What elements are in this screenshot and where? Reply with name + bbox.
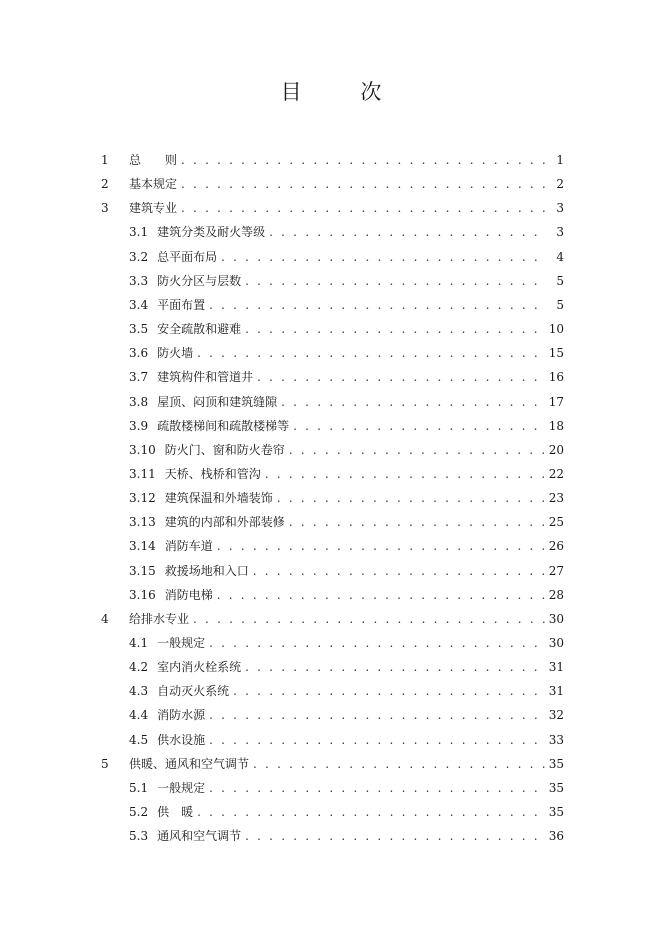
toc-entry-page-number: 28 <box>548 587 564 602</box>
toc-entry[interactable] <box>129 800 564 824</box>
toc-entry-page-number: 5 <box>556 273 564 288</box>
dot-leader <box>209 293 546 317</box>
dot-leader <box>217 583 545 607</box>
toc-entry-page-number: 17 <box>548 394 564 409</box>
toc-entry[interactable] <box>129 703 564 727</box>
dot-leader <box>181 148 546 172</box>
toc-entry-number: 3.10 <box>129 442 156 457</box>
toc-entry-page-number: 3 <box>556 225 564 240</box>
toc-entry-page-number: 20 <box>548 442 564 457</box>
toc-entry-page-number: 35 <box>548 756 564 771</box>
toc-entry-title: 天桥、栈桥和管沟 <box>164 466 261 481</box>
toc-entry[interactable] <box>129 365 564 389</box>
toc-entry[interactable] <box>129 824 564 848</box>
toc-entry-page-number: 16 <box>548 370 564 385</box>
toc-entry-number: 3.12 <box>129 491 156 506</box>
toc-entry-page-number: 32 <box>548 708 564 723</box>
toc-entry-title: 总 则 <box>129 153 178 167</box>
toc-entry[interactable] <box>129 293 564 317</box>
toc-entry[interactable] <box>129 728 564 752</box>
toc-entry[interactable] <box>129 655 564 679</box>
dot-leader <box>181 172 546 196</box>
toc-entry-page-number: 18 <box>548 418 564 433</box>
toc-entry-title: 防火门、窗和防火卷帘 <box>164 442 285 457</box>
toc-entry-title: 供 暖 <box>157 805 194 820</box>
toc-entry-page-number: 25 <box>548 515 564 530</box>
toc-entry-page-number: 35 <box>548 780 564 795</box>
toc-entry-page-number: 27 <box>548 563 564 578</box>
toc-entry-title: 一般规定 <box>157 636 206 650</box>
toc-entry[interactable] <box>129 583 564 607</box>
toc-entry[interactable] <box>129 776 564 800</box>
toc-entry[interactable] <box>129 220 564 244</box>
toc-entry-page-number: 10 <box>548 322 564 337</box>
dot-leader <box>197 341 545 365</box>
toc-entry-number: 4.5 <box>129 732 149 747</box>
toc-entry[interactable] <box>101 196 564 220</box>
toc-entry-title: 供暖、通风和空气调节 <box>129 756 250 771</box>
dot-leader <box>209 776 545 800</box>
toc-entry-page-number: 33 <box>548 732 564 747</box>
toc-entry-title: 消防水源 <box>157 708 206 723</box>
toc-entry-page-number: 36 <box>548 829 564 844</box>
toc-entry[interactable] <box>101 172 564 196</box>
toc-entry-title: 建筑保温和外墙装饰 <box>164 491 273 506</box>
toc-entry-number: 3.8 <box>129 394 149 409</box>
dot-leader <box>253 752 545 776</box>
toc-entry-title: 防火分区与层数 <box>157 273 242 288</box>
toc-entry-title: 一般规定 <box>157 780 206 795</box>
toc-entry-page-number: 31 <box>548 660 564 675</box>
toc-entry-title: 安全疏散和避难 <box>157 322 242 337</box>
toc-entry[interactable] <box>129 245 564 269</box>
dot-leader <box>209 631 545 655</box>
toc-entry-page-number: 22 <box>548 466 564 481</box>
dot-leader <box>193 607 545 631</box>
toc-entry-title: 基本规定 <box>129 177 178 192</box>
toc-entry-number: 3.4 <box>129 297 149 312</box>
dot-leader <box>293 414 545 438</box>
toc-entry[interactable] <box>129 486 564 510</box>
toc-entry-number: 3.7 <box>129 370 149 385</box>
toc-entry-number: 4.4 <box>129 708 149 723</box>
page-title: 目 次 <box>280 80 408 104</box>
toc-entry[interactable] <box>129 462 564 486</box>
dot-leader <box>265 462 545 486</box>
dot-leader <box>181 196 546 220</box>
toc-entry[interactable] <box>129 534 564 558</box>
toc-entry-title: 消防车道 <box>164 539 213 554</box>
toc-entry-page-number: 5 <box>556 297 564 312</box>
toc-entry[interactable] <box>129 341 564 365</box>
toc-entry-title: 供水设施 <box>157 732 206 747</box>
toc-entry-page-number: 15 <box>548 346 564 361</box>
toc-entry-page-number: 3 <box>556 201 564 216</box>
toc-entry-title: 室内消火栓系统 <box>157 660 242 675</box>
toc-entry-number: 4.3 <box>129 684 149 699</box>
toc-entry-title: 防火墙 <box>157 346 194 361</box>
toc-entry-number: 3.2 <box>129 249 149 264</box>
toc-entry-page-number: 2 <box>556 177 564 192</box>
toc-entry-page-number: 1 <box>556 153 564 167</box>
toc-entry-number: 1 <box>101 153 109 167</box>
dot-leader <box>289 510 545 534</box>
dot-leader <box>277 486 545 510</box>
toc-entry-number: 3.5 <box>129 322 149 337</box>
toc-entry-number: 3.14 <box>129 539 156 554</box>
toc-entry-page-number: 30 <box>548 636 564 650</box>
toc-entry-number: 4 <box>101 611 109 626</box>
toc-entry-number: 3 <box>101 201 109 216</box>
toc-entry[interactable] <box>129 414 564 438</box>
dot-leader <box>257 365 545 389</box>
toc-entry[interactable] <box>129 438 564 462</box>
toc-entry-page-number: 35 <box>548 805 564 820</box>
toc-entry-page-number: 26 <box>548 539 564 554</box>
dot-leader <box>245 655 545 679</box>
toc-entry[interactable] <box>129 317 564 341</box>
dot-leader <box>245 824 545 848</box>
toc-entry-number: 2 <box>101 177 109 192</box>
toc-entry[interactable] <box>101 752 564 776</box>
toc-entry[interactable] <box>129 269 564 293</box>
toc-entry-title: 平面布置 <box>157 297 206 312</box>
toc-entry-number: 5.3 <box>129 829 149 844</box>
toc-entry-number: 3.16 <box>129 587 156 602</box>
toc-entry-title: 通风和空气调节 <box>157 829 242 844</box>
toc-entry-title: 消防电梯 <box>164 587 213 602</box>
toc-entry-number: 4.1 <box>129 636 149 650</box>
toc-entry-title: 建筑构件和管道井 <box>157 370 254 385</box>
toc-entry-page-number: 30 <box>548 611 564 626</box>
toc-entry-number: 3.6 <box>129 346 149 361</box>
dot-leader <box>269 220 546 244</box>
toc-entry-number: 4.2 <box>129 660 149 675</box>
dot-leader <box>245 317 545 341</box>
toc-entry-title: 建筑分类及耐火等级 <box>157 225 266 240</box>
dot-leader <box>221 245 546 269</box>
toc-entry-number: 3.15 <box>129 563 156 578</box>
toc-entry-page-number: 31 <box>548 684 564 699</box>
toc-entry-number: 3.3 <box>129 273 149 288</box>
toc-entry-title: 屋顶、闷顶和建筑缝隙 <box>157 394 278 409</box>
toc-entry[interactable] <box>101 148 564 172</box>
dot-leader <box>217 534 545 558</box>
toc-entry-page-number: 4 <box>556 249 564 264</box>
toc-entry-number: 3.11 <box>129 466 156 481</box>
toc-entry[interactable] <box>129 559 564 583</box>
dot-leader <box>281 390 545 414</box>
toc-entry[interactable] <box>129 631 564 655</box>
toc-entry[interactable] <box>129 390 564 414</box>
toc-entry-title: 自动灭火系统 <box>157 684 230 699</box>
toc-entry-title: 建筑专业 <box>129 201 178 216</box>
toc-entry-page-number: 23 <box>548 491 564 506</box>
toc-entry-number: 5.1 <box>129 780 149 795</box>
toc-entry-number: 3.9 <box>129 418 149 433</box>
toc-entry-title: 救援场地和入口 <box>164 563 249 578</box>
toc-entry[interactable] <box>129 510 564 534</box>
toc-entry[interactable] <box>129 679 564 703</box>
toc-entry-title: 给排水专业 <box>129 611 190 626</box>
toc-entry-title: 总平面布局 <box>157 249 218 264</box>
toc-entry-title: 建筑的内部和外部装修 <box>164 515 285 530</box>
toc-entry-number: 3.13 <box>129 515 156 530</box>
dot-leader <box>245 269 546 293</box>
dot-leader <box>289 438 545 462</box>
dot-leader <box>209 703 545 727</box>
toc-entry-number: 5 <box>101 756 109 771</box>
toc-entry-number: 3.1 <box>129 225 149 240</box>
toc-entry-number: 5.2 <box>129 805 149 820</box>
toc-entry[interactable] <box>101 607 564 631</box>
dot-leader <box>253 559 545 583</box>
toc-entry-title: 疏散楼梯间和疏散楼梯等 <box>157 418 290 433</box>
dot-leader <box>233 679 545 703</box>
dot-leader <box>197 800 545 824</box>
dot-leader <box>209 728 545 752</box>
